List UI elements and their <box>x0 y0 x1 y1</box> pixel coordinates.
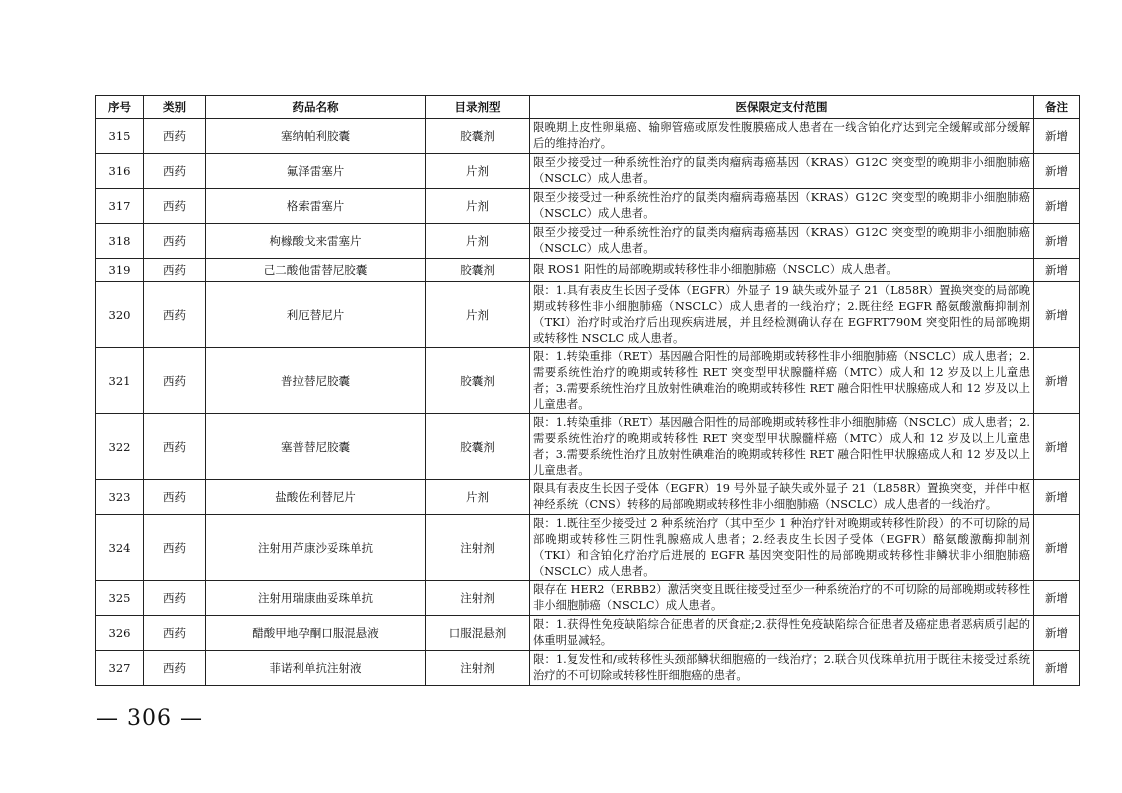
row-category: 西药 <box>144 480 206 515</box>
row-payment-scope: 限：1.复发性和/或转移性头颈部鳞状细胞癌的一线治疗；2.联合贝伐珠单抗用于既往未接受过系统治疗的不可切除或转移性肝细胞癌的患者。 <box>530 651 1034 686</box>
row-remark: 新增 <box>1034 119 1080 154</box>
row-category: 西药 <box>144 414 206 480</box>
row-number: 317 <box>96 189 144 224</box>
row-drug-name: 氟泽雷塞片 <box>206 154 426 189</box>
drug-table <box>95 95 1080 686</box>
table-row <box>96 515 1080 581</box>
row-remark: 新增 <box>1034 189 1080 224</box>
header-category: 类别 <box>144 96 206 119</box>
row-dosage-form: 片剂 <box>426 224 530 259</box>
row-dosage-form: 胶囊剂 <box>426 348 530 414</box>
row-drug-name: 醋酸甲地孕酮口服混悬液 <box>206 616 426 651</box>
row-remark: 新增 <box>1034 414 1080 480</box>
row-payment-scope: 限：1.具有表皮生长因子受体（EGFR）外显子 19 缺失或外显子 21（L858R）置换突变的局部晚期或转移性非小细胞肺癌（NSCLC）成人患者的一线治疗；2.既往经 EGFR 酪氨酸激酶抑制剂（TKI）治疗时或治疗后出现疾病进展，并且经检测确认存在 EGFRT790M 突变阳性的局部晚期或转移性 NSCLC 成人患者。 <box>530 282 1034 348</box>
row-payment-scope: 限具有表皮生长因子受体（EGFR）19 号外显子缺失或外显子 21（L858R）置换突变，并伴中枢神经系统（CNS）转移的局部晚期或转移性非小细胞肺癌（NSCLC）成人患者的一线治疗。 <box>530 480 1034 515</box>
row-drug-name: 菲诺利单抗注射液 <box>206 651 426 686</box>
row-payment-scope: 限：1.获得性免疫缺陷综合征患者的厌食症;2.获得性免疫缺陷综合征患者及癌症患者恶病质引起的体重明显减轻。 <box>530 616 1034 651</box>
row-remark: 新增 <box>1034 282 1080 348</box>
row-dosage-form: 片剂 <box>426 189 530 224</box>
row-number: 321 <box>96 348 144 414</box>
row-remark: 新增 <box>1034 154 1080 189</box>
row-dosage-form: 片剂 <box>426 154 530 189</box>
row-payment-scope: 限晚期上皮性卵巢癌、输卵管癌或原发性腹膜癌成人患者在一线含铂化疗达到完全缓解或部分缓解后的维持治疗。 <box>530 119 1034 154</box>
row-number: 325 <box>96 581 144 616</box>
row-drug-name: 格索雷塞片 <box>206 189 426 224</box>
table-row <box>96 189 1080 224</box>
table-header-row <box>96 96 1080 119</box>
row-payment-scope: 限至少接受过一种系统性治疗的鼠类肉瘤病毒癌基因（KRAS）G12C 突变型的晚期非小细胞肺癌（NSCLC）成人患者。 <box>530 224 1034 259</box>
table-row <box>96 651 1080 686</box>
row-payment-scope: 限：1.转染重排（RET）基因融合阳性的局部晚期或转移性非小细胞肺癌（NSCLC）成人患者；2.需要系统性治疗的晚期或转移性 RET 突变型甲状腺髓样癌（MTC）成人和 12 岁及以上儿童患者；3.需要系统性治疗且放射性碘难治的晚期或转移性 RET 融合阳性甲状腺癌成人和 12 岁及以上儿童患者。 <box>530 414 1034 480</box>
table-row <box>96 119 1080 154</box>
row-dosage-form: 胶囊剂 <box>426 119 530 154</box>
row-remark: 新增 <box>1034 581 1080 616</box>
row-number: 316 <box>96 154 144 189</box>
row-category: 西药 <box>144 119 206 154</box>
row-number: 320 <box>96 282 144 348</box>
row-remark: 新增 <box>1034 651 1080 686</box>
row-dosage-form: 口服混悬剂 <box>426 616 530 651</box>
row-number: 327 <box>96 651 144 686</box>
header-dosage-form: 目录剂型 <box>426 96 530 119</box>
row-drug-name: 注射用瑞康曲妥珠单抗 <box>206 581 426 616</box>
row-drug-name: 盐酸佐利替尼片 <box>206 480 426 515</box>
row-category: 西药 <box>144 259 206 282</box>
row-dosage-form: 注射剂 <box>426 651 530 686</box>
table-row <box>96 224 1080 259</box>
row-category: 西药 <box>144 224 206 259</box>
row-category: 西药 <box>144 282 206 348</box>
header-remark: 备注 <box>1034 96 1080 119</box>
row-remark: 新增 <box>1034 348 1080 414</box>
row-number: 315 <box>96 119 144 154</box>
table-row <box>96 414 1080 480</box>
row-payment-scope: 限存在 HER2（ERBB2）激活突变且既往接受过至少一种系统治疗的不可切除的局部晚期或转移性非小细胞肺癌（NSCLC）成人患者。 <box>530 581 1034 616</box>
row-number: 326 <box>96 616 144 651</box>
row-remark: 新增 <box>1034 480 1080 515</box>
header-payment-scope: 医保限定支付范围 <box>530 96 1034 119</box>
row-category: 西药 <box>144 189 206 224</box>
row-dosage-form: 片剂 <box>426 282 530 348</box>
row-number: 324 <box>96 515 144 581</box>
row-category: 西药 <box>144 651 206 686</box>
header-drug-name: 药品名称 <box>206 96 426 119</box>
row-dosage-form: 注射剂 <box>426 581 530 616</box>
table-row <box>96 259 1080 282</box>
row-remark: 新增 <box>1034 616 1080 651</box>
row-number: 318 <box>96 224 144 259</box>
row-category: 西药 <box>144 515 206 581</box>
row-drug-name: 己二酸他雷替尼胶囊 <box>206 259 426 282</box>
page-number: — 306 — <box>96 706 203 731</box>
row-number: 323 <box>96 480 144 515</box>
row-number: 322 <box>96 414 144 480</box>
row-drug-name: 枸橼酸戈来雷塞片 <box>206 224 426 259</box>
row-payment-scope: 限至少接受过一种系统性治疗的鼠类肉瘤病毒癌基因（KRAS）G12C 突变型的晚期非小细胞肺癌（NSCLC）成人患者。 <box>530 154 1034 189</box>
table-row <box>96 616 1080 651</box>
row-dosage-form: 胶囊剂 <box>426 414 530 480</box>
row-category: 西药 <box>144 581 206 616</box>
row-drug-name: 普拉替尼胶囊 <box>206 348 426 414</box>
row-dosage-form: 注射剂 <box>426 515 530 581</box>
row-category: 西药 <box>144 616 206 651</box>
row-remark: 新增 <box>1034 259 1080 282</box>
table-row <box>96 581 1080 616</box>
table-row <box>96 282 1080 348</box>
row-category: 西药 <box>144 348 206 414</box>
table-row <box>96 480 1080 515</box>
row-payment-scope: 限至少接受过一种系统性治疗的鼠类肉瘤病毒癌基因（KRAS）G12C 突变型的晚期非小细胞肺癌（NSCLC）成人患者。 <box>530 189 1034 224</box>
row-drug-name: 塞普替尼胶囊 <box>206 414 426 480</box>
row-number: 319 <box>96 259 144 282</box>
row-payment-scope: 限：1.既往至少接受过 2 种系统治疗（其中至少 1 种治疗针对晚期或转移性阶段）的不可切除的局部晚期或转移性三阴性乳腺癌成人患者；2.经表皮生长因子受体（EGFR）酪氨酸激酶抑制剂（TKI）和含铂化疗治疗后进展的 EGFR 基因突变阳性的局部晚期或转移性非鳞状非小细胞肺癌（NSCLC）成人患者。 <box>530 515 1034 581</box>
row-payment-scope: 限：1.转染重排（RET）基因融合阳性的局部晚期或转移性非小细胞肺癌（NSCLC）成人患者；2.需要系统性治疗的晚期或转移性 RET 突变型甲状腺髓样癌（MTC）成人和 12 岁及以上儿童患者；3.需要系统性治疗且放射性碘难治的晚期或转移性 RET 融合阳性甲状腺癌成人和 12 岁及以上儿童患者。 <box>530 348 1034 414</box>
table-row <box>96 348 1080 414</box>
row-dosage-form: 胶囊剂 <box>426 259 530 282</box>
row-remark: 新增 <box>1034 224 1080 259</box>
row-drug-name: 塞纳帕利胶囊 <box>206 119 426 154</box>
table-row <box>96 154 1080 189</box>
row-drug-name: 注射用芦康沙妥珠单抗 <box>206 515 426 581</box>
header-seq: 序号 <box>96 96 144 119</box>
row-dosage-form: 片剂 <box>426 480 530 515</box>
row-category: 西药 <box>144 154 206 189</box>
row-payment-scope: 限 ROS1 阳性的局部晚期或转移性非小细胞肺癌（NSCLC）成人患者。 <box>530 259 1034 282</box>
row-remark: 新增 <box>1034 515 1080 581</box>
row-drug-name: 利厄替尼片 <box>206 282 426 348</box>
